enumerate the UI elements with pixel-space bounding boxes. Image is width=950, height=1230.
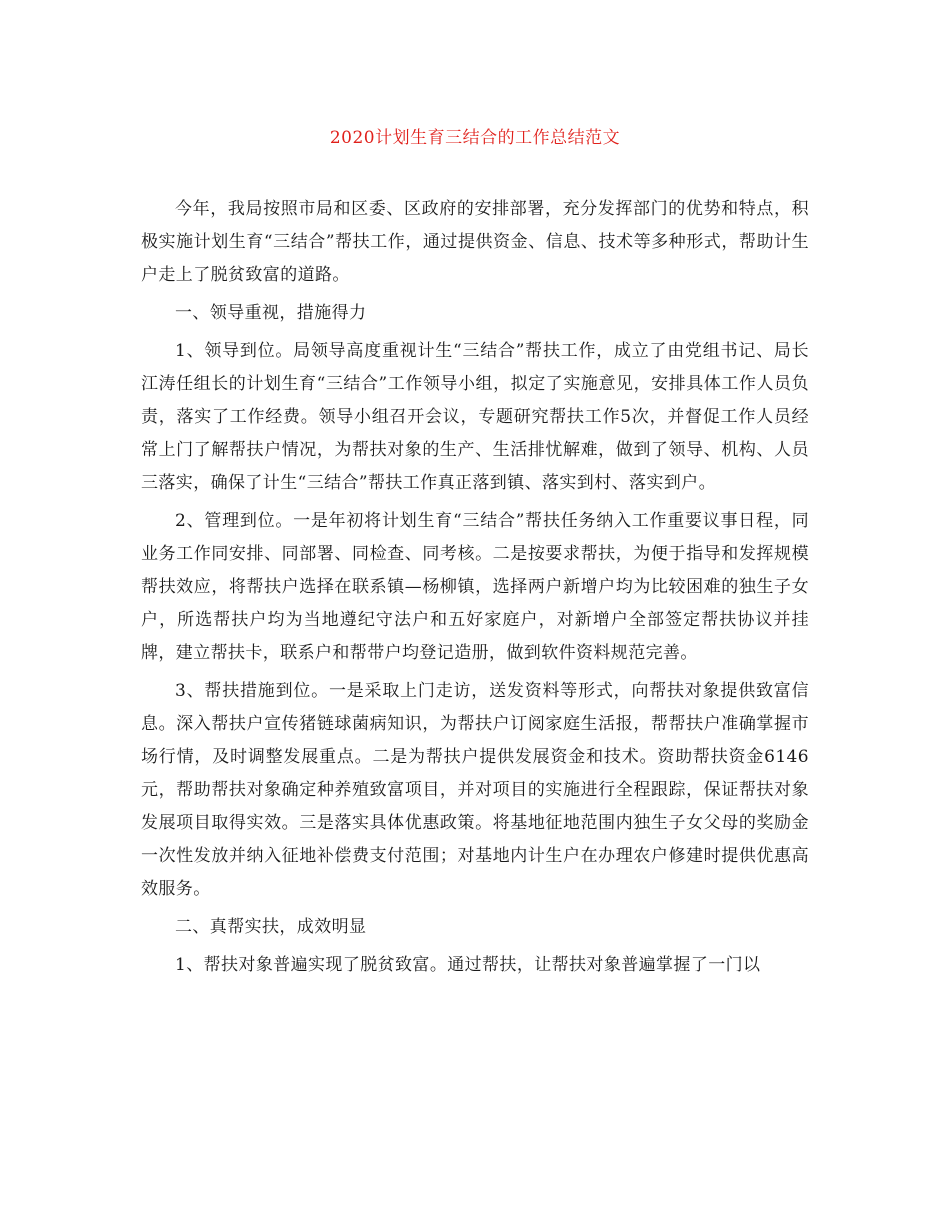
paragraph-management: 2、管理到位。一是年初将计划生育“三结合”帮扶任务纳入工作重要议事日程，同业务工作同安排、同部署、同检查、同考核。二是按要求帮扶，为便于指导和发挥规模帮扶效应，将帮扶户选择在联系镇—杨柳镇，选择两户新增户均为比较困难的独生子女户，所选帮扶户均为当地遵纪守法户和五好家庭户，对新增户全部签定帮扶协议并挂牌，建立帮扶卡，联系户和帮带户均登记造册，做到软件资料规范完善。: [141, 511, 809, 663]
document-title: 2020计划生育三结合的工作总结范文: [329, 128, 621, 148]
section-heading-2: 二、真帮实扶，成效明显: [175, 917, 367, 937]
paragraph-measures: 3、帮扶措施到位。一是采取上门走访，送发资料等形式，向帮扶对象提供致富信息。深入帮扶户宣传猪链球菌病知识，为帮扶户订阅家庭生活报，帮帮扶户准确掌握市场行情，及时调整发展重点。二是为帮扶户提供发展资金和技术。资助帮扶资金6146元，帮助帮扶对象确定种养殖致富项目，并对项目的实施进行全程跟踪，保证帮扶对象发展项目取得实效。三是落实具体优惠政策。将基地征地范围内独生子女父母的奖励金一次性发放并纳入征地补偿费支付范围；对基地内计生户在办理农户修建时提供优惠高效服务。: [141, 681, 809, 899]
document-body: [141, 193, 809, 987]
paragraph-intro: 今年，我局按照市局和区委、区政府的安排部署，充分发挥部门的优势和特点，积极实施计划生育“三结合”帮扶工作，通过提供资金、信息、技术等多种形式，帮助计生户走上了脱贫致富的道路。: [141, 199, 809, 285]
section-heading-1: 一、领导重视，措施得力: [175, 303, 367, 323]
paragraph-leadership: 1、领导到位。局领导高度重视计生“三结合”帮扶工作，成立了由党组书记、局长江涛任组长的计划生育“三结合”工作领导小组，拟定了实施意见，安排具体工作人员负责，落实了工作经费。领导小组召开会议，专题研究帮扶工作5次，并督促工作人员经常上门了解帮扶户情况，为帮扶对象的生产、生活排忧解难，做到了领导、机构、人员三落实，确保了计生“三结合”帮扶工作真正落到镇、落实到村、落实到户。: [141, 341, 809, 493]
paragraph-results: 1、帮扶对象普遍实现了脱贫致富。通过帮扶，让帮扶对象普遍掌握了一门以: [175, 955, 761, 975]
